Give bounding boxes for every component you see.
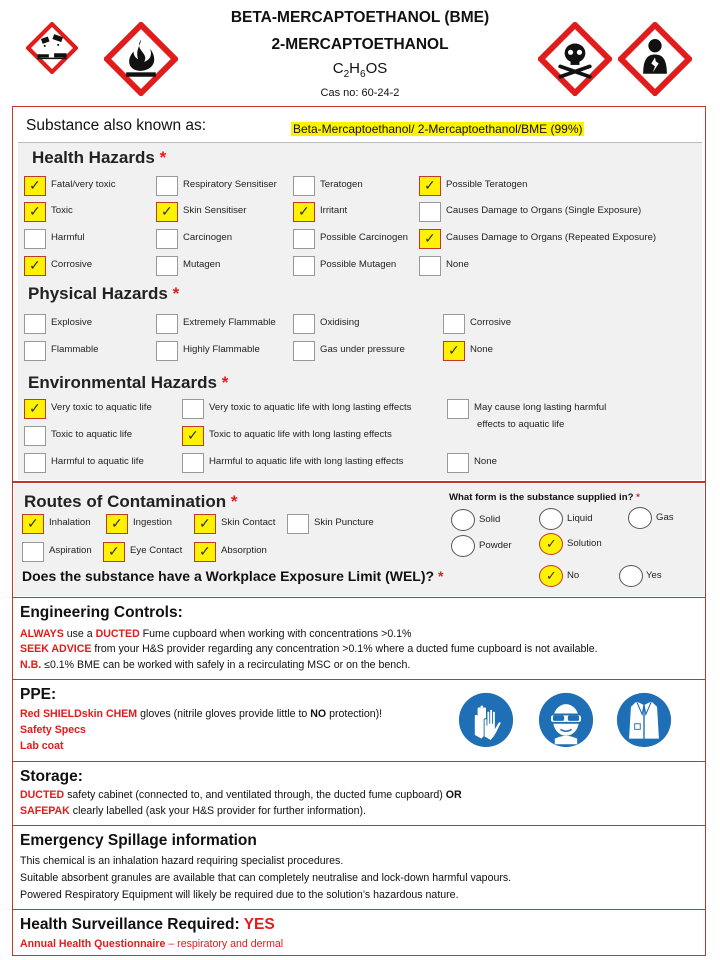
route-checkbox-inhalation[interactable]	[22, 514, 44, 534]
skull-crossbones-icon	[538, 22, 612, 96]
ppe-line-1: Red SHIELDskin CHEM gloves (nitrile gloves provide little to NO protection)!	[20, 708, 383, 720]
physical-label-gas-under-pressure: Gas under pressure	[320, 344, 405, 355]
health-checkbox-possible-carcinogen[interactable]	[293, 229, 315, 249]
env-checkbox-very-toxic-to-aquatic-life[interactable]	[24, 399, 46, 419]
form-radio-gas[interactable]	[628, 507, 652, 529]
health-label-causes-damage-to-organs-repeated-exposure: Causes Damage to Organs (Repeated Exposure)	[446, 232, 657, 243]
health-checkbox-irritant[interactable]	[293, 202, 315, 222]
env-checkbox-may-cause-long-lasting-harmful[interactable]	[447, 399, 469, 419]
health-checkbox-possible-mutagen[interactable]	[293, 256, 315, 276]
storage-line-1: DUCTED safety cabinet (connected to, and ventilated through, the ducted fume cupboard) OR	[20, 789, 462, 801]
health-label-irritant: Irritant	[320, 205, 348, 216]
health-label-harmful: Harmful	[51, 232, 85, 243]
physical-checkbox-corrosive[interactable]	[443, 314, 465, 334]
health-label-possible-teratogen: Possible Teratogen	[446, 179, 528, 190]
wel-label-no: No	[567, 570, 580, 581]
env-label-toxic-to-aquatic-life: Toxic to aquatic life	[51, 429, 133, 440]
form-label-liquid: Liquid	[567, 513, 593, 524]
env-checkbox-harmful-to-aquatic-life-with-long-lasting-effects[interactable]	[182, 453, 204, 473]
spillage-line-3: Powered Respiratory Equipment will likely be required due to the solution’s hazardous nature.	[20, 889, 459, 901]
routes-heading: Routes of Contamination *	[24, 492, 238, 511]
lab-coat-icon	[616, 692, 672, 748]
physical-hazards-heading: Physical Hazards *	[28, 284, 180, 303]
wel-radio-yes[interactable]	[619, 565, 643, 587]
title-secondary: 2-MERCAPTOETHANOL	[271, 36, 449, 53]
health-hazard-icon	[618, 22, 692, 96]
health-label-skin-sensitiser: Skin Sensitiser	[183, 205, 247, 216]
form-label-solid: Solid	[479, 514, 501, 525]
route-label-aspiration: Aspiration	[49, 545, 92, 556]
env-label-none: None	[474, 456, 497, 467]
route-checkbox-absorption[interactable]	[194, 542, 216, 562]
surveillance-heading: Health Surveillance Required: YES	[20, 916, 275, 933]
env-checkbox-very-toxic-to-aquatic-life-with-long-lasting-effects[interactable]	[182, 399, 204, 419]
env-label-harmful-to-aquatic-life: Harmful to aquatic life	[51, 456, 144, 467]
env-label-very-toxic-to-aquatic-life-with-long-lasting-effects: Very toxic to aquatic life with long lasting effects	[209, 402, 412, 413]
env-checkbox-toxic-to-aquatic-life[interactable]	[24, 426, 46, 446]
form-radio-solution[interactable]	[539, 533, 563, 555]
wel-label-yes: Yes	[646, 570, 662, 581]
physical-label-oxidising: Oxidising	[320, 317, 360, 328]
form-question: What form is the substance supplied in? *	[449, 492, 640, 503]
wel-radio-no[interactable]	[539, 565, 563, 587]
health-label-respiratory-sensitiser: Respiratory Sensitiser	[183, 179, 277, 190]
storage-heading: Storage:	[20, 768, 83, 785]
physical-label-explosive: Explosive	[51, 317, 93, 328]
engineering-line-3: N.B. ≤0.1% BME can be worked with safely in a recirculating MSC or on the bench.	[20, 659, 411, 671]
chemical-formula: $C_2H_6OS$	[332, 60, 388, 80]
physical-label-corrosive: Corrosive	[470, 317, 512, 328]
physical-checkbox-flammable[interactable]	[24, 341, 46, 361]
form-label-gas: Gas	[656, 512, 674, 523]
health-label-possible-mutagen: Possible Mutagen	[320, 259, 397, 270]
route-label-absorption: Absorption	[221, 545, 267, 556]
env-checkbox-harmful-to-aquatic-life[interactable]	[24, 453, 46, 473]
health-checkbox-causes-damage-to-organs-single-exposure[interactable]	[419, 202, 441, 222]
env-label-toxic-to-aquatic-life-with-long-lasting-effects: Toxic to aquatic life with long lasting effects	[209, 429, 392, 440]
health-label-carcinogen: Carcinogen	[183, 232, 233, 243]
physical-checkbox-oxidising[interactable]	[293, 314, 315, 334]
ppe-line-2: Safety Specs	[20, 724, 86, 736]
engineering-heading: Engineering Controls:	[20, 604, 183, 621]
env-label-may-cause-long-lasting-harmful: May cause long lasting harmful	[474, 402, 607, 413]
environmental-hazards-heading: Environmental Hazards *	[28, 373, 229, 392]
wel-question: Does the substance have a Workplace Exposure Limit (WEL)? *	[22, 568, 444, 584]
health-checkbox-respiratory-sensitiser[interactable]	[156, 176, 178, 196]
surveillance-subline: Annual Health Questionnaire – respiratory and dermal	[20, 938, 284, 950]
gloves-icon	[458, 692, 514, 748]
physical-label-flammable: Flammable	[51, 344, 99, 355]
form-radio-liquid[interactable]	[539, 508, 563, 530]
health-checkbox-teratogen[interactable]	[293, 176, 315, 196]
physical-checkbox-extremely-flammable[interactable]	[156, 314, 178, 334]
flame-icon	[104, 22, 178, 96]
route-label-skin-puncture: Skin Puncture	[314, 517, 374, 528]
route-label-skin-contact: Skin Contact	[221, 517, 276, 528]
health-label-none: None	[446, 259, 469, 270]
engineering-line-2: SEEK ADVICE from your H&S provider regarding any concentration >0.1% where a ducted fume cupboard is not available.	[20, 643, 598, 655]
health-checkbox-carcinogen[interactable]	[156, 229, 178, 249]
title-primary: BETA-MERCAPTOETHANOL (BME)	[230, 9, 490, 26]
health-label-corrosive: Corrosive	[51, 259, 93, 270]
route-checkbox-skin-puncture[interactable]	[287, 514, 309, 534]
storage-line-2: SAFEPAK clearly labelled (ask your H&S provider for further information).	[20, 805, 366, 817]
ghs-corrosion	[26, 22, 78, 79]
env-checkbox-toxic-to-aquatic-life-with-long-lasting-effects[interactable]	[182, 426, 204, 446]
spillage-line-2: Suitable absorbent granules are available that can completely neutralise and lock-down harmful vapours.	[20, 872, 512, 884]
health-checkbox-causes-damage-to-organs-repeated-exposure[interactable]	[419, 229, 441, 249]
form-radio-solid[interactable]	[451, 509, 475, 531]
ppe-heading: PPE:	[20, 686, 57, 703]
health-label-possible-carcinogen: Possible Carcinogen	[320, 232, 408, 243]
health-checkbox-fatal-very-toxic[interactable]	[24, 176, 46, 196]
physical-checkbox-gas-under-pressure[interactable]	[293, 341, 315, 361]
health-checkbox-possible-teratogen[interactable]	[419, 176, 441, 196]
env-label-continuation: effects to aquatic life	[477, 419, 565, 430]
ppe-line-3: Lab coat	[20, 740, 64, 752]
ppe-labcoat	[616, 692, 672, 753]
cas-number: Cas no: 60-24-2	[320, 87, 400, 99]
ghs-health	[618, 22, 692, 101]
ppe-specs	[538, 692, 594, 753]
form-radio-powder[interactable]	[451, 535, 475, 557]
spillage-line-1: This chemical is an inhalation hazard requiring specialist procedures.	[20, 855, 344, 867]
physical-checkbox-none[interactable]	[443, 341, 465, 361]
health-hazards-heading: Health Hazards *	[32, 148, 167, 167]
route-checkbox-ingestion[interactable]	[106, 514, 128, 534]
route-checkbox-eye-contact[interactable]	[103, 542, 125, 562]
health-checkbox-toxic[interactable]	[24, 202, 46, 222]
health-label-toxic: Toxic	[51, 205, 73, 216]
form-label-solution: Solution	[567, 538, 602, 549]
route-label-ingestion: Ingestion	[133, 517, 172, 528]
spillage-heading: Emergency Spillage information	[20, 832, 257, 849]
physical-label-highly-flammable: Highly Flammable	[183, 344, 260, 355]
health-checkbox-skin-sensitiser[interactable]	[156, 202, 178, 222]
ppe-gloves	[458, 692, 514, 753]
corrosion-icon	[26, 22, 78, 74]
engineering-line-1: ALWAYS use a DUCTED Fume cupboard when working with concentrations >0.1%	[20, 628, 412, 640]
aka-value: Beta-Mercaptoethanol/ 2-Mercaptoethanol/BME (99%)	[293, 122, 583, 136]
route-label-eye-contact: Eye Contact	[130, 545, 183, 556]
health-label-teratogen: Teratogen	[320, 179, 363, 190]
health-label-fatal-very-toxic: Fatal/very toxic	[51, 179, 116, 190]
form-label-powder: Powder	[479, 540, 512, 551]
env-label-harmful-to-aquatic-life-with-long-lasting-effects: Harmful to aquatic life with long lasting effects	[209, 456, 404, 467]
route-checkbox-skin-contact[interactable]	[194, 514, 216, 534]
env-label-very-toxic-to-aquatic-life: Very toxic to aquatic life	[51, 402, 152, 413]
env-checkbox-none[interactable]	[447, 453, 469, 473]
safety-glasses-icon	[538, 692, 594, 748]
physical-checkbox-highly-flammable[interactable]	[156, 341, 178, 361]
physical-checkbox-explosive[interactable]	[24, 314, 46, 334]
physical-label-none: None	[470, 344, 493, 355]
health-checkbox-none[interactable]	[419, 256, 441, 276]
health-label-mutagen: Mutagen	[183, 259, 221, 270]
health-checkbox-harmful[interactable]	[24, 229, 46, 249]
route-checkbox-aspiration[interactable]	[22, 542, 44, 562]
health-label-causes-damage-to-organs-single-exposure: Causes Damage to Organs (Single Exposure)	[446, 205, 642, 216]
route-label-inhalation: Inhalation	[49, 517, 91, 528]
physical-label-extremely-flammable: Extremely Flammable	[183, 317, 276, 328]
health-checkbox-corrosive[interactable]	[24, 256, 46, 276]
health-checkbox-mutagen[interactable]	[156, 256, 178, 276]
aka-label: Substance also known as:	[26, 117, 207, 134]
